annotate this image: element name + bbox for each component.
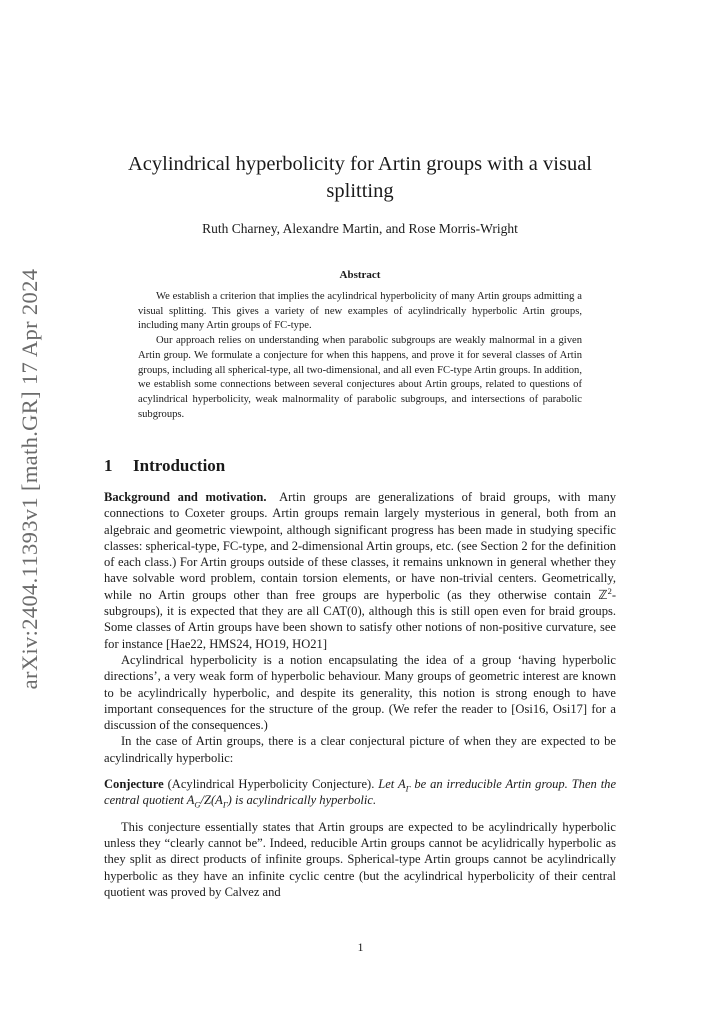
conjecture-block: [104, 776, 616, 809]
conjecture-text-2: be an irreducible Artin group. Then the central quotient A: [104, 777, 617, 808]
section-number: 1: [104, 456, 113, 475]
section-body: [104, 489, 616, 900]
conjecture-text-1: Let A: [378, 777, 406, 792]
abstract-paragraph-1: We establish a criterion that implies the acylindrical hyperbolicity of many Artin groups admitting a visual splitting. This gives a variety of new examples of acylindrically hyperbolic Artin groups, including many Artin groups of FC-type.: [138, 291, 582, 332]
arxiv-sidebar: [8, 268, 52, 690]
runin-heading: Background and motivation.: [104, 490, 267, 504]
abstract-heading: Abstract: [339, 269, 381, 281]
section-title: Introduction: [133, 456, 226, 475]
conjecture-label: Conjecture: [104, 777, 164, 792]
conjecture-subscript-3: Γ: [222, 799, 228, 810]
paper-authors: Ruth Charney, Alexandre Martin, and Rose Morris-Wright: [202, 221, 518, 236]
paragraph-1-text-a: Artin groups are generalizations of braid groups, with many connections to Coxeter groups. Artin groups remain largely mysterious in general, both from an algebraic and geometric viewpoint, although significant progress has been made in studying specific classes: spherical-type, FC-type, and 2-dimensional Artin groups, etc. (see Section 2 for the definition of each class.) For Artin groups outside of these classes, it remains unknown in general whether they have solvable word problem, contain torsion elements, or have non-trivial centers. Geometrically, while no Artin groups other than free groups are hyperbolic (as they otherwise contain ℤ: [104, 490, 616, 602]
superscript-2: 2: [607, 585, 612, 596]
section-heading: [104, 456, 225, 476]
body-paragraph-1: [104, 489, 616, 652]
conjecture-text-4: ) is acylindrically hyperbolic.: [227, 793, 377, 808]
paper-title: Acylindrical hyperbolicity for Artin groups with a visual splitting: [127, 153, 592, 202]
conjecture-text-3: /Z(A: [200, 793, 223, 808]
body-paragraph-2: Acylindrical hyperbolicity is a notion encapsulating the idea of a group ‘having hyperbolic directions’, a very weak form of hyperbolic behaviour. Many groups of geometric interest are known to be acylindrically hyperbolic, and despite its generality, this notion is strong enough to have important consequences for the structure of the group. (We refer the reader to [Osi16, Osi17] for a discussion of the consequences.): [104, 652, 616, 733]
conjecture-subscript-2: G: [194, 799, 201, 810]
conjecture-title: (Acylindrical Hyperbolicity Conjecture).: [167, 777, 375, 792]
page-number: 1: [357, 940, 364, 954]
body-paragraph-3: In the case of Artin groups, there is a clear conjectural picture of when they are expected to be acylindrically hyperbolic:: [104, 734, 616, 765]
arxiv-identifier: arXiv:2404.11393v1 [math.GR] 17 Apr 2024: [17, 268, 42, 690]
body-paragraph-4: This conjecture essentially states that Artin groups are expected to be acylindrically hyperbolic unless they “clearly cannot be”. Indeed, reducible Artin groups cannot be acylidrically hyperbolic as they split as direct products of infinite groups. Spherical-type Artin groups cannot be acylindrically hyperbolic as they have an infinite cyclic centre (but the acylindrical hyperbolicity of their central quotient was proved by Calvez and: [104, 819, 616, 899]
conjecture-subscript-1: Γ: [405, 783, 411, 794]
abstract-paragraph-2: Our approach relies on understanding when parabolic subgroups are weakly malnormal in a given Artin group. We formulate a conjecture for when this happens, and prove it for several classes of Artin groups, including all spherical-type, all two-dimensional, and all even FC-type Artin groups. In addition, we establish some connections between several conjectures about Artin groups, related to questions of acylindrical hyperbolicity, weak malnormality of parabolic subgroups, and intersections of parabolic subgroups.: [138, 335, 582, 420]
paragraph-1-text-b: -subgroups), it is expected that they are all CAT(0), although this is still open even for braid groups. Some classes of Artin groups have been shown to satisfy other notions of non-positive curvature, see for instance [Hae22, HMS24, HO19, HO21]: [104, 587, 616, 651]
abstract: [138, 290, 582, 422]
